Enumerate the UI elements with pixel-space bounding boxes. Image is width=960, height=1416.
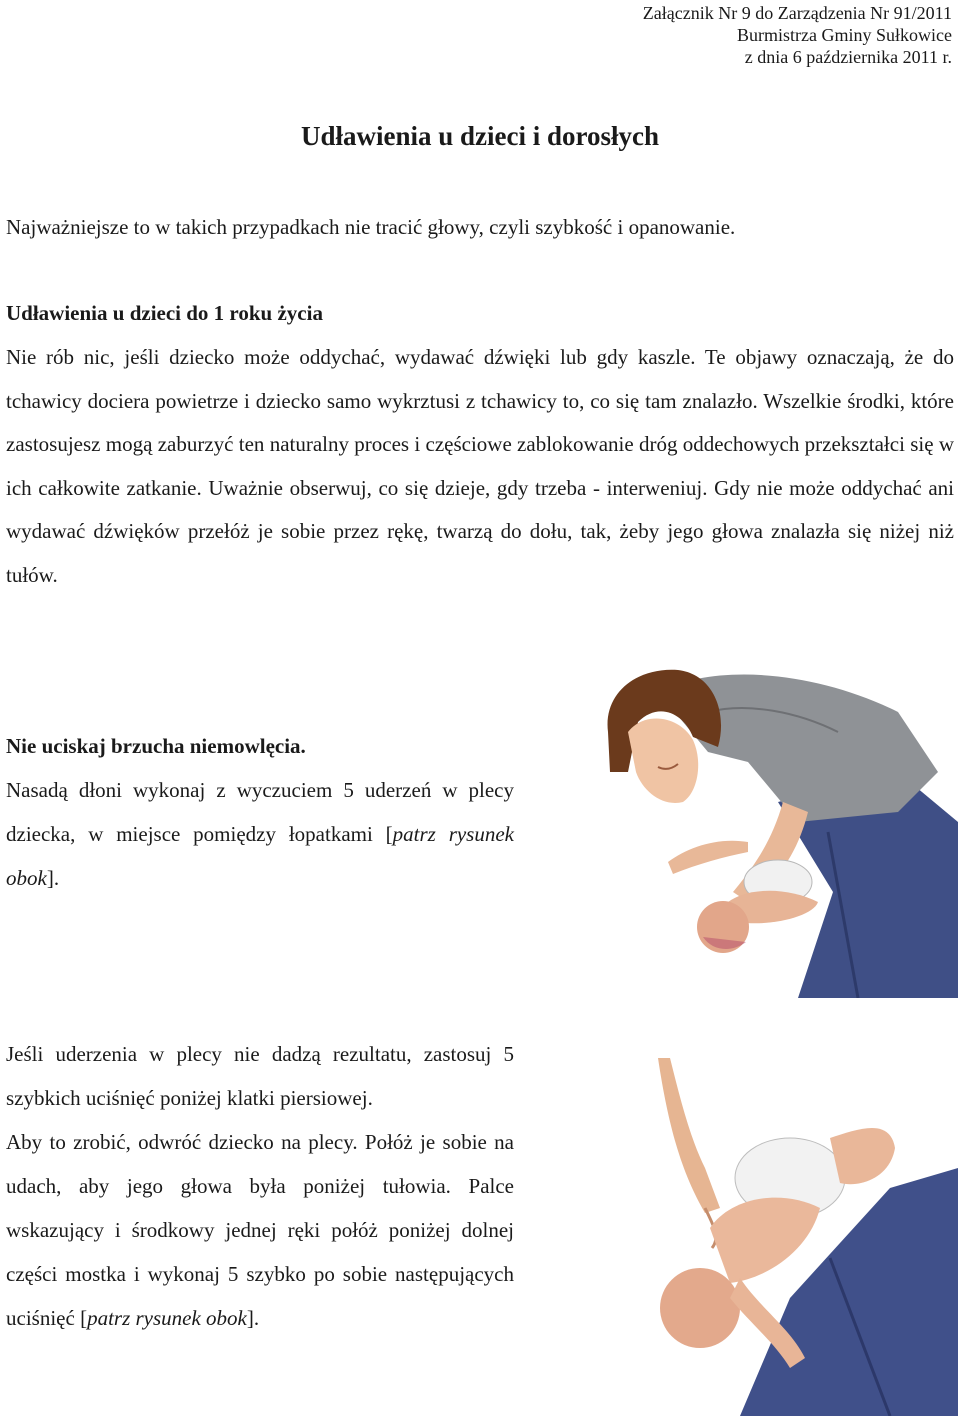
adult-arm — [658, 1058, 720, 1213]
chest-thrusts-ref-open: [ — [74, 1306, 88, 1330]
back-blows-ref-close: ]. — [46, 866, 60, 890]
back-blows-heading: Nie uciskaj brzucha niemowlęcia. — [6, 734, 306, 758]
annex-line-1: Załącznik Nr 9 do Zarządzenia Nr 91/2011 — [642, 3, 952, 23]
chest-thrusts-para-1: Jeśli uderzenia w plecy nie dadzą rezultatu, zastosuj 5 szybkich uciśnięć poniżej klatki piersiowej. — [6, 1042, 514, 1110]
chest-thrusts-ref-close: ]. — [246, 1306, 260, 1330]
chest-thrusts-para-2 — [6, 1120, 514, 1340]
annex-note — [532, 2, 952, 68]
chest-thrusts-block — [6, 1032, 514, 1340]
chest-thrusts-figure-ref: patrz rysunek obok — [87, 1306, 247, 1330]
infant-body — [710, 1198, 820, 1283]
back-blows-text: Nasadą dłoni wykonaj z wyczuciem 5 uderzeń w plecy dziecka, w miejsce pomiędzy łopatkami — [6, 778, 514, 846]
back-blows-illustration — [598, 652, 958, 998]
intro-text: Najważniejsze to w takich przypadkach nie tracić głowy, czyli szybkość i opanowanie. — [6, 215, 736, 239]
adult-face — [628, 719, 698, 803]
annex-line-3: z dnia 6 października 2011 r. — [744, 47, 952, 67]
back-blows-ref-open: [ — [385, 822, 393, 846]
page-title: Udławienia u dzieci i dorosłych — [300, 121, 660, 151]
chest-thrusts-illustration — [590, 1058, 958, 1416]
infant-leg — [830, 1128, 895, 1184]
infant-head — [660, 1268, 740, 1348]
annex-line-2: Burmistrza Gminy Sułkowice — [737, 25, 952, 45]
section-infant-heading: Udławienia u dzieci do 1 roku życia — [6, 301, 323, 325]
section-infant-body: Nie rób nic, jeśli dziecko może oddychać, wydawać dźwięki lub gdy kaszle. Te objawy oznaczają, że do tchawicy dociera powietrze i dziecko samo wykrztusi z tchawicy to, co się tam znalazło. Wszelkie środki, które zastosujesz mogą zaburzyć ten naturalny proces i częściowe zablokowanie dróg oddechowych przekształci się w ich całkowite zatkanie. Uważnie obserwuj, co się dzieje, gdy trzeba - interweniuj. Gdy nie może oddychać ani wydawać dźwięków przełóż je sobie przez rękę, twarzą do dołu, tak, żeby jego głowa znalazła się niżej niż tułów. — [6, 345, 954, 587]
back-blows-figure-ref: patrz rysunek obok — [6, 822, 514, 890]
chest-thrusts-text: Aby to zrobić, odwróć dziecko na plecy. Połóż je sobie na udach, aby jego głowa była poniżej tułowia. Palce wskazujący i środkowy jednej ręki połóż poniżej dolnej części mostka i wykonaj 5 szybko po sobie następujących uciśnięć — [6, 1130, 514, 1330]
back-blows-block — [6, 724, 514, 900]
back-blows-body — [6, 768, 514, 900]
adult-hand — [668, 841, 748, 874]
